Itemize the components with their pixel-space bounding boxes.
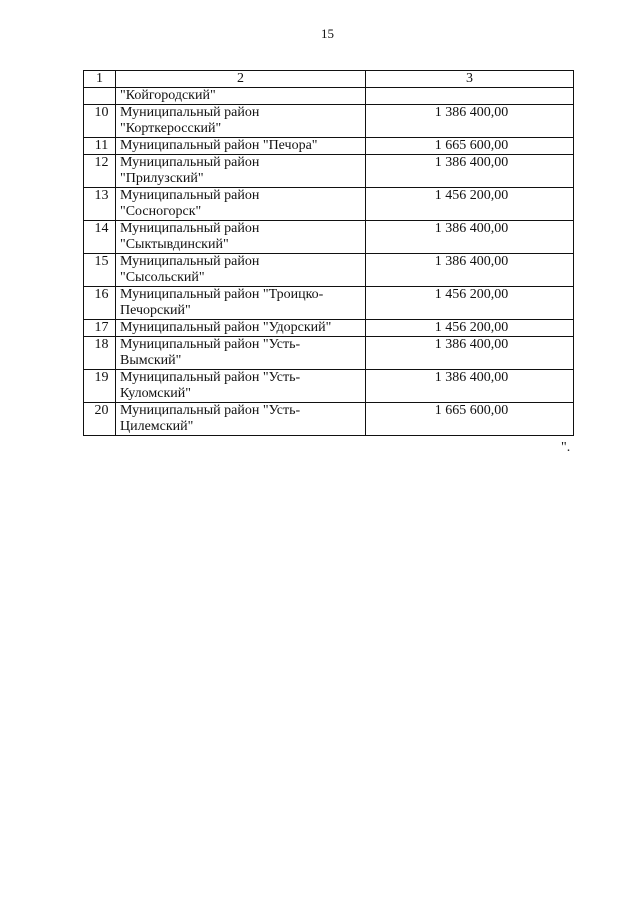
- table-row: [84, 221, 574, 254]
- row-number: 20: [84, 403, 116, 436]
- row-name-line: Муниципальный район: [120, 155, 260, 170]
- row-name: [116, 337, 366, 370]
- table-row: [84, 105, 574, 138]
- table-row: [84, 287, 574, 320]
- row-amount: 1 386 400,00: [366, 254, 574, 287]
- row-name-line: "Корткеросский": [120, 121, 222, 136]
- row-number: 12: [84, 155, 116, 188]
- row-number: [84, 88, 116, 105]
- row-name: [116, 287, 366, 320]
- row-amount: 1 386 400,00: [366, 337, 574, 370]
- row-name: [116, 370, 366, 403]
- row-amount: 1 456 200,00: [366, 320, 574, 337]
- row-name: [116, 155, 366, 188]
- closing-quote-mark: ".: [561, 440, 571, 455]
- row-name-line: Муниципальный район: [120, 221, 260, 236]
- row-number: 14: [84, 221, 116, 254]
- allocation-table: [83, 70, 574, 436]
- column-header-number: 1: [84, 71, 116, 88]
- table-row: [84, 320, 574, 337]
- table-row: [84, 88, 574, 105]
- row-name-line: "Сосногорск": [120, 204, 202, 219]
- row-name-line: Печорский": [120, 303, 191, 318]
- row-name-line: Муниципальный район "Троицко-: [120, 287, 324, 302]
- row-name-line: Куломский": [120, 386, 191, 401]
- row-name-line: Муниципальный район "Удорский": [120, 320, 332, 335]
- row-name: [116, 138, 366, 155]
- table-row: [84, 403, 574, 436]
- row-number: 13: [84, 188, 116, 221]
- row-name: [116, 221, 366, 254]
- row-name-line: "Прилузский": [120, 171, 204, 186]
- row-amount: [366, 88, 574, 105]
- row-name-line: Цилемский": [120, 419, 194, 434]
- row-name-line: "Сысольский": [120, 270, 205, 285]
- table-row: [84, 370, 574, 403]
- row-name-line: Муниципальный район "Усть-: [120, 337, 301, 352]
- column-header-amount: 3: [366, 71, 574, 88]
- column-header-name: 2: [116, 71, 366, 88]
- row-amount: 1 386 400,00: [366, 370, 574, 403]
- row-name-line: Муниципальный район "Усть-: [120, 403, 301, 418]
- row-number: 15: [84, 254, 116, 287]
- table-header-row: [84, 71, 574, 88]
- row-amount: 1 665 600,00: [366, 403, 574, 436]
- row-number: 18: [84, 337, 116, 370]
- row-number: 16: [84, 287, 116, 320]
- table-row: [84, 254, 574, 287]
- row-name-line: "Сыктывдинский": [120, 237, 229, 252]
- table-row: [84, 188, 574, 221]
- row-amount: 1 456 200,00: [366, 287, 574, 320]
- row-name-line: Вымский": [120, 353, 182, 368]
- row-amount: 1 386 400,00: [366, 105, 574, 138]
- row-number: 19: [84, 370, 116, 403]
- row-name: [116, 320, 366, 337]
- row-name: [116, 105, 366, 138]
- row-amount: 1 665 600,00: [366, 138, 574, 155]
- row-name: [116, 254, 366, 287]
- row-name: [116, 88, 366, 105]
- page-number: 15: [321, 26, 334, 41]
- row-number: 17: [84, 320, 116, 337]
- row-amount: 1 386 400,00: [366, 155, 574, 188]
- row-number: 11: [84, 138, 116, 155]
- table-row: [84, 138, 574, 155]
- row-amount: 1 386 400,00: [366, 221, 574, 254]
- row-name: [116, 188, 366, 221]
- row-name-line: Муниципальный район "Печора": [120, 138, 318, 153]
- row-name-line: Муниципальный район: [120, 254, 260, 269]
- row-name-line: Муниципальный район: [120, 188, 260, 203]
- row-number: 10: [84, 105, 116, 138]
- row-name-line: Муниципальный район "Усть-: [120, 370, 301, 385]
- table-row: [84, 155, 574, 188]
- table-row: [84, 337, 574, 370]
- row-name-line: Муниципальный район: [120, 105, 260, 120]
- row-name: [116, 403, 366, 436]
- row-name-line: "Койгородский": [120, 88, 216, 103]
- row-amount: 1 456 200,00: [366, 188, 574, 221]
